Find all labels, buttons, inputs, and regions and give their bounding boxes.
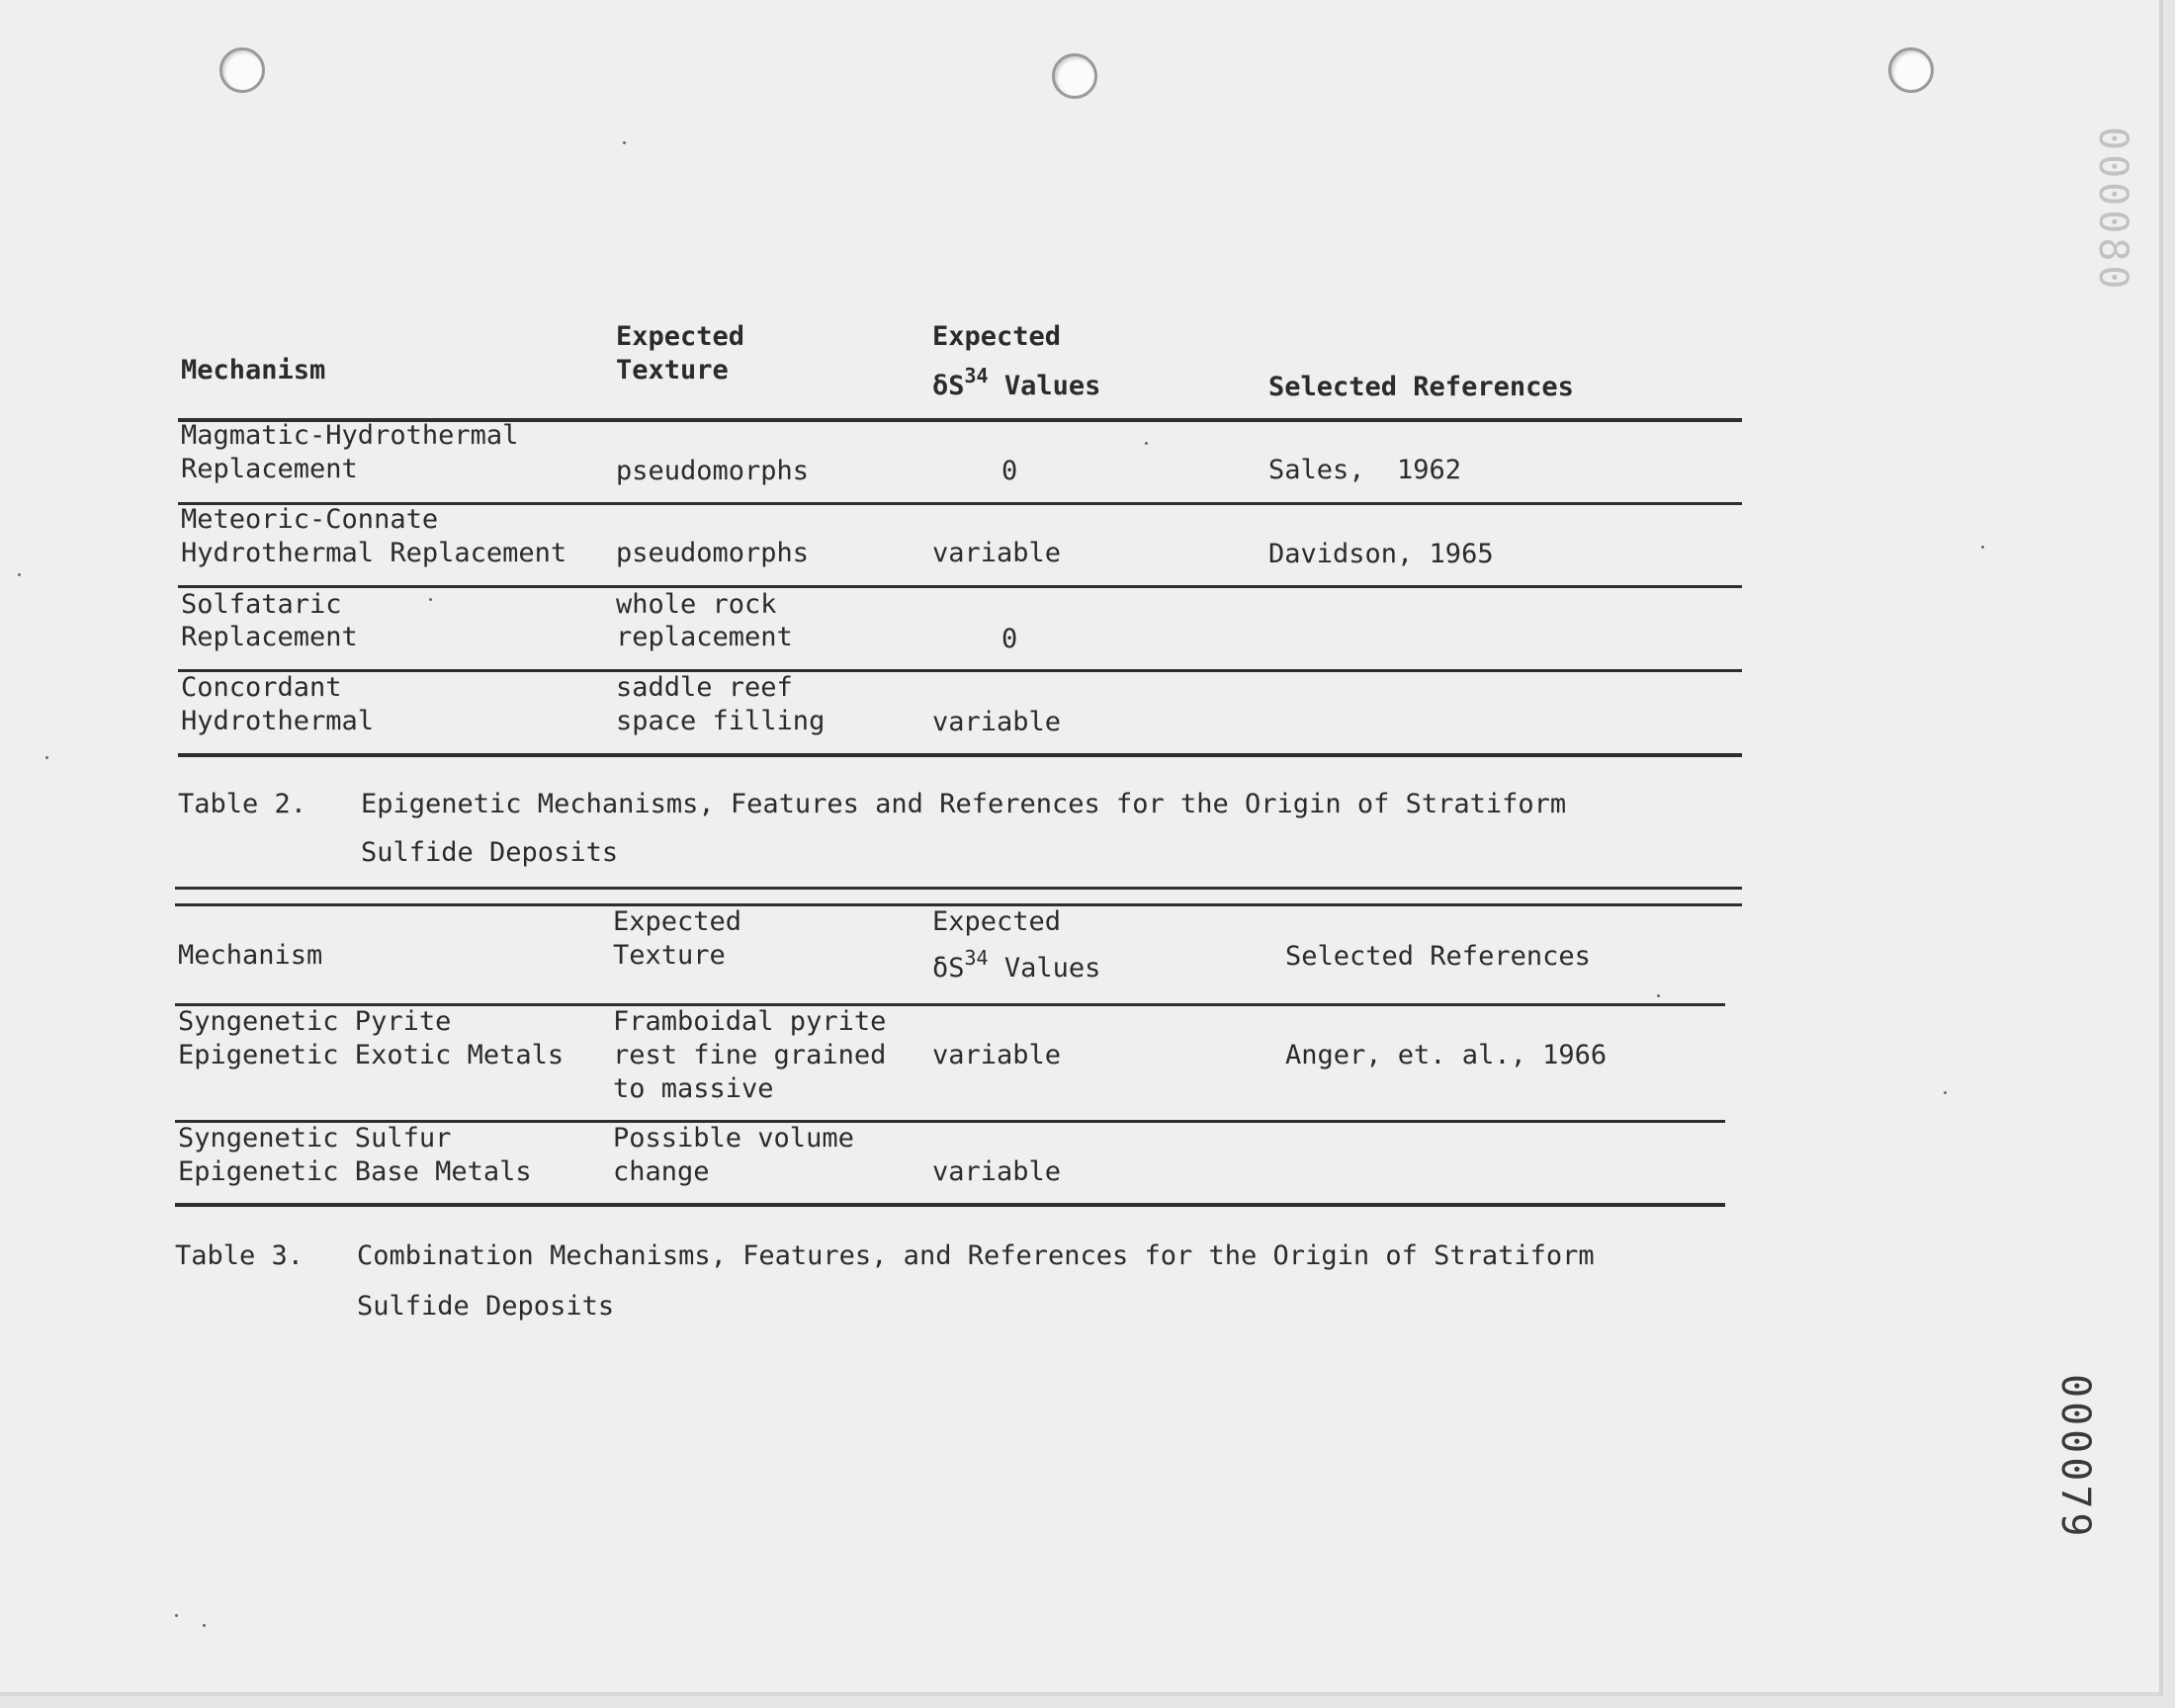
t2-header-delta-1: Expected [932,321,1062,352]
scan-speck [175,1614,178,1617]
t2-r3-delta: 0 [1001,624,1018,654]
delta-values-word: Values [1003,371,1101,401]
scan-speck [18,573,21,576]
punch-hole-center [1052,53,1097,99]
t3-caption-line-1: Combination Mechanisms, Features, and References for the Origin of Stratiform [357,1240,1595,1271]
delta-symbol: δS [932,371,965,401]
delta-superscript: 34 [964,946,989,970]
t3-r1-delta: variable [932,1040,1062,1070]
t2-bottom-rule [178,753,1742,757]
t2-header-texture-2: Texture [616,355,729,385]
t2-r4-texture-2: space filling [616,706,826,736]
scan-speck [1145,442,1148,445]
t2-r2-ref: Davidson, 1965 [1268,539,1494,569]
t3-r2-delta: variable [932,1156,1062,1187]
t2-caption-label: Table 2. [178,789,307,819]
t2-r4-mech-1: Concordant [181,672,342,703]
t3-header-mechanism: Mechanism [178,940,323,971]
t3-r2-mech-2: Epigenetic Base Metals [178,1156,532,1187]
t2-header-texture-1: Expected [616,321,745,352]
page-number-stamp: 000079 [2052,1374,2098,1541]
t3-header-texture-2: Texture [613,940,726,971]
scan-speck [623,141,626,144]
t3-header-references: Selected References [1285,941,1591,972]
scan-speck [45,756,48,759]
t3-r1-mech-2: Epigenetic Exotic Metals [178,1040,565,1070]
t2-r4-texture-1: saddle reef [616,672,793,703]
t2-r4-delta: variable [932,707,1062,737]
t2-r3-texture-2: replacement [616,622,793,652]
t2-row-rule [178,669,1742,672]
t3-r1-texture-2: rest fine grained [613,1040,887,1070]
t3-top-rule-1 [175,887,1742,890]
t3-r2-texture-1: Possible volume [613,1123,854,1153]
scan-speck [203,1624,206,1627]
t2-r2-mech-2: Hydrothermal Replacement [181,538,567,568]
punch-hole-right [1888,47,1934,93]
t2-r1-ref: Sales, 1962 [1268,455,1462,485]
t2-r3-mech-1: Solfataric [181,589,342,620]
t2-caption-line-2: Sulfide Deposits [361,837,619,868]
t2-header-delta-2 [932,364,1101,403]
t2-header-mechanism: Mechanism [181,355,326,385]
t2-r1-texture-2: pseudomorphs [616,456,810,486]
faint-page-stamp: 000080 [2090,127,2135,294]
scan-speck [1981,546,1984,549]
t2-r4-mech-2: Hydrothermal [181,706,375,736]
t2-row-rule [178,585,1742,588]
t2-r1-delta: 0 [1001,456,1018,486]
t3-caption-line-2: Sulfide Deposits [357,1291,615,1322]
t3-r2-mech-1: Syngenetic Sulfur [178,1123,452,1153]
t3-caption-label: Table 3. [175,1240,304,1271]
t3-bottom-rule [175,1203,1725,1207]
t3-header-texture-1: Expected [613,906,742,937]
scan-speck [429,598,432,601]
t3-r1-ref: Anger, et. al., 1966 [1285,1040,1608,1070]
t3-r2-texture-2: change [613,1156,710,1187]
t2-r1-mech-1: Magmatic-Hydrothermal [181,420,519,451]
t3-r1-texture-1: Framboidal pyrite [613,1006,887,1037]
scan-speck [1657,994,1660,997]
scan-speck [1944,1091,1947,1094]
t2-r2-texture-2: pseudomorphs [616,538,810,568]
t3-r1-mech-1: Syngenetic Pyrite [178,1006,452,1037]
delta-values-word: Values [1003,953,1101,983]
t2-caption-line-1: Epigenetic Mechanisms, Features and References for the Origin of Stratiform [361,789,1567,819]
t2-r2-mech-1: Meteoric-Connate [181,504,439,535]
punch-hole-left [219,47,265,93]
t2-header-references: Selected References [1268,372,1574,402]
t2-r2-delta: variable [932,538,1062,568]
delta-symbol: δS [932,953,965,983]
t3-header-delta-1: Expected [932,906,1062,937]
t3-r1-texture-3: to massive [613,1073,774,1104]
t2-r3-texture-1: whole rock [616,589,777,620]
t3-header-delta-2 [932,946,1101,985]
t2-r3-mech-2: Replacement [181,622,358,652]
t2-r1-mech-2: Replacement [181,454,358,484]
delta-superscript: 34 [964,364,989,387]
